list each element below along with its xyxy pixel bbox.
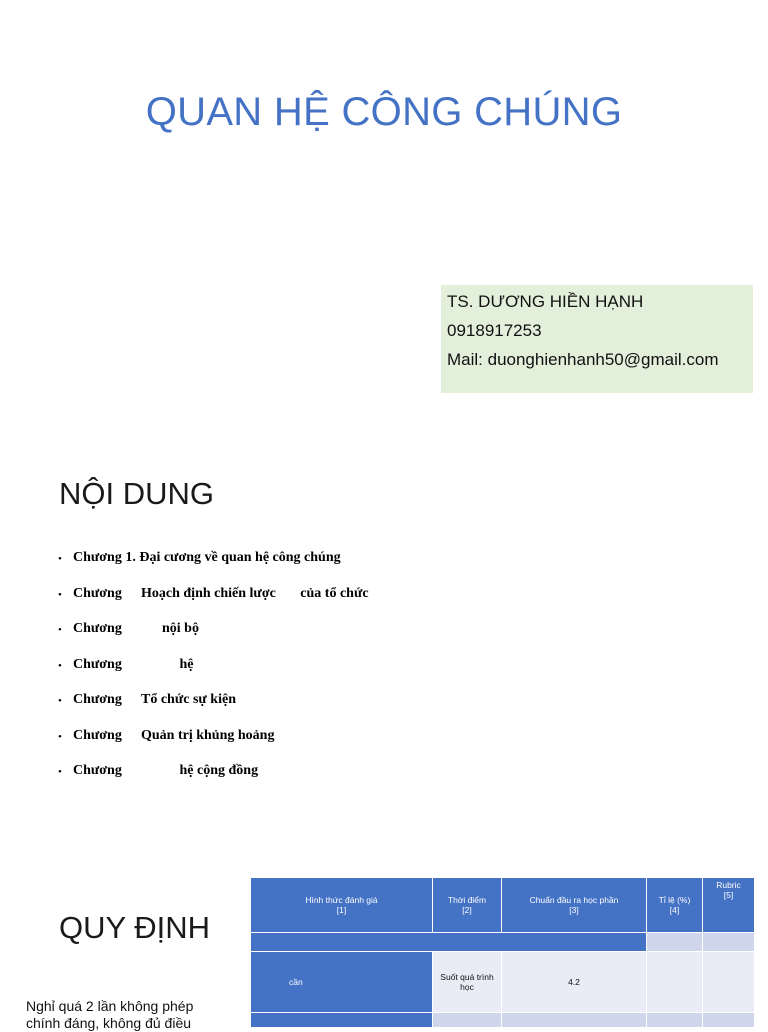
chapter-label: Chương bbox=[73, 763, 122, 778]
header-label: Rubric bbox=[716, 880, 741, 890]
table-cell bbox=[251, 1013, 433, 1028]
chapter-topic: Quản trị khủng hoảng bbox=[141, 727, 275, 743]
chapter-label: Chương bbox=[73, 656, 122, 672]
list-item bbox=[58, 728, 369, 764]
table-cell bbox=[647, 1013, 703, 1028]
content-heading: NỘI DUNG bbox=[59, 476, 214, 511]
contact-box bbox=[441, 285, 753, 393]
lecturer-name: TS. DƯƠNG HIỀN HẠNH bbox=[447, 292, 644, 311]
chapter-label: Chương bbox=[73, 727, 122, 743]
chapter-topic: Hoạch định chiến lược của tổ chức bbox=[141, 585, 369, 601]
assessment-rubric-cell bbox=[703, 952, 755, 1013]
bullet-icon: • bbox=[58, 659, 62, 672]
chapter-topic: hệ bbox=[141, 656, 194, 672]
chapter-topic: hệ cộng đồng bbox=[141, 763, 259, 778]
header-cell bbox=[433, 878, 502, 933]
header-number: [1] bbox=[336, 905, 347, 915]
bullet-icon: • bbox=[58, 766, 62, 778]
bullet-icon: • bbox=[58, 695, 62, 707]
list-item bbox=[58, 657, 369, 693]
lecturer-mail: Mail: duonghienhanh50@gmail.com bbox=[447, 350, 719, 369]
header-cell bbox=[647, 878, 703, 933]
header-cell bbox=[703, 878, 755, 933]
chapter-list bbox=[58, 550, 369, 799]
header-number: [5] bbox=[723, 890, 734, 900]
table-cell bbox=[703, 1013, 755, 1028]
bullet-icon: • bbox=[58, 588, 62, 601]
assessment-ratio-cell bbox=[647, 952, 703, 1013]
chapter-label: Chương bbox=[73, 585, 122, 601]
chapter-topic: nội bộ bbox=[141, 621, 199, 636]
header-cell bbox=[502, 878, 647, 933]
assessment-time-cell: Suốt quá trình học bbox=[433, 952, 502, 1013]
assessment-outcome-cell: 4.2 bbox=[502, 952, 647, 1013]
header-label: Chuẩn đầu ra học phần bbox=[529, 895, 619, 905]
chapter-label: Chương bbox=[73, 621, 122, 636]
bullet-icon: • bbox=[58, 624, 62, 636]
table-cell bbox=[502, 1013, 647, 1028]
list-item bbox=[58, 550, 369, 586]
table-cell bbox=[251, 933, 647, 952]
table-header-row bbox=[251, 878, 755, 933]
header-number: [2] bbox=[462, 905, 472, 915]
table-cell bbox=[433, 1013, 502, 1028]
header-label: Hình thức đánh giá bbox=[305, 895, 378, 905]
header-cell bbox=[251, 878, 433, 933]
list-item bbox=[58, 621, 369, 657]
table-cell bbox=[647, 933, 703, 952]
list-item bbox=[58, 692, 369, 728]
lecturer-phone: 0918917253 bbox=[447, 321, 542, 340]
bullet-icon: • bbox=[58, 553, 62, 565]
assessment-table bbox=[250, 877, 755, 1028]
chapter-label: Chương bbox=[73, 692, 122, 707]
chapter-topic: Tổ chức sự kiện bbox=[141, 692, 236, 707]
chapter-label: Chương 1. Đại cương về quan hệ công chúng bbox=[73, 550, 341, 565]
page-title: QUAN HỆ CÔNG CHÚNG bbox=[145, 90, 623, 134]
table-row bbox=[251, 952, 755, 1013]
absence-note: Nghỉ quá 2 lần không phép chính đáng, không đủ điều bbox=[26, 998, 194, 1031]
table-row bbox=[251, 1013, 755, 1028]
table-row bbox=[251, 933, 755, 952]
list-item bbox=[58, 763, 369, 799]
header-label: Tỉ lệ (%) bbox=[658, 895, 691, 905]
list-item bbox=[58, 586, 369, 622]
header-number: [4] bbox=[669, 905, 680, 915]
header-label: Thời điểm bbox=[447, 895, 487, 905]
bullet-icon: • bbox=[58, 730, 62, 743]
assessment-form-cell: cần bbox=[251, 952, 433, 1013]
header-number: [3] bbox=[569, 905, 579, 915]
rules-heading: QUY ĐỊNH bbox=[59, 910, 211, 945]
table-cell bbox=[703, 933, 755, 952]
